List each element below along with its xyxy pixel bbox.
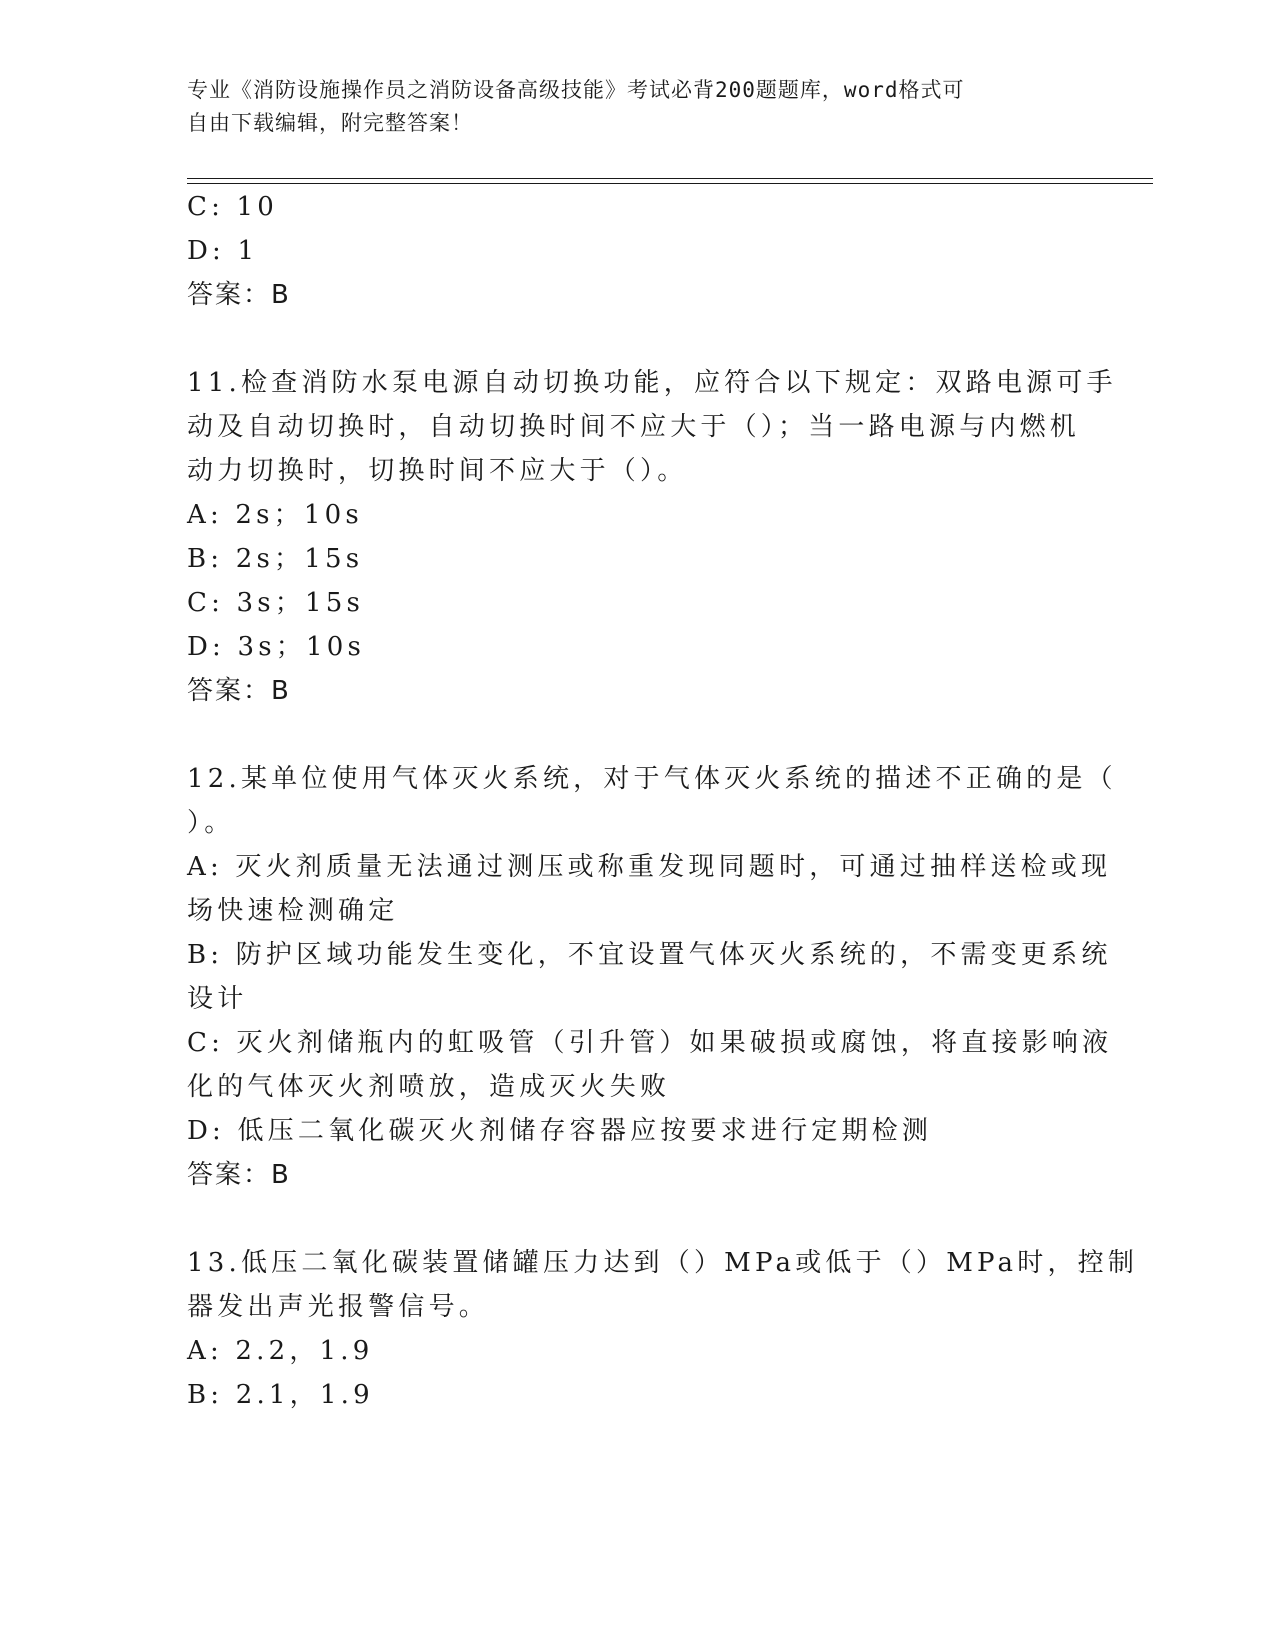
q13-option-b: B: 2.1，1.9: [187, 1380, 374, 1410]
document-header: [187, 74, 1067, 140]
q12-option-b-line-2: 设计: [187, 984, 248, 1014]
prev-option-d: D: 1: [187, 236, 259, 266]
prev-option-c: C: 10: [187, 192, 279, 222]
q12-answer: 答案：B: [187, 1160, 291, 1190]
q12-option-c-line-1: C: 灭火剂储瓶内的虹吸管（引升管）如果破损或腐蚀，将直接影响液: [187, 1028, 1113, 1058]
q12-stem-line-2: ）。: [187, 808, 235, 838]
q12-option-a-line-1: A: 灭火剂质量无法通过测压或称重发现同题时，可通过抽样送检或现: [187, 852, 1112, 882]
q13-option-a: A: 2.2，1.9: [187, 1336, 374, 1366]
q12-option-b-line-1: B: 防护区域功能发生变化，不宜设置气体灭火系统的，不需变更系统: [187, 940, 1112, 970]
q11-option-a: A: 2s；10s: [187, 500, 363, 530]
q11-stem-line-2: 动及自动切换时，自动切换时间不应大于（）；当一路电源与内燃机: [187, 412, 1081, 442]
header-line-1: 专业《消防设施操作员之消防设备高级技能》考试必背200题题库，word格式可: [187, 78, 965, 102]
q11-option-c: C: 3s；15s: [187, 588, 365, 618]
header-divider-bottom: [187, 183, 1153, 184]
q11-answer: 答案：B: [187, 676, 291, 706]
header-divider-top: [187, 178, 1153, 179]
q12-option-d: D: 低压二氧化碳灭火剂储存容器应按要求进行定期检测: [187, 1116, 933, 1146]
q13-stem-line-1: 13.低压二氧化碳装置储罐压力达到（）MPa或低于（）MPa时，控制: [187, 1248, 1139, 1278]
prev-answer: 答案：B: [187, 280, 291, 310]
q11-option-b: B: 2s；15s: [187, 544, 364, 574]
q12-option-c-line-2: 化的气体灭火剂喷放，造成灭火失败: [187, 1072, 671, 1102]
q11-option-d: D: 3s；10s: [187, 632, 365, 662]
header-line-2: 自由下载编辑，附完整答案！: [187, 111, 473, 135]
q11-stem-line-1: 11.检查消防水泵电源自动切换功能，应符合以下规定：双路电源可手: [187, 368, 1117, 398]
q12-option-a-line-2: 场快速检测确定: [187, 896, 399, 926]
q12-stem-line-1: 12.某单位使用气体灭火系统，对于气体灭火系统的描述不正确的是（: [187, 764, 1117, 794]
q11-stem-line-3: 动力切换时，切换时间不应大于（）。: [187, 456, 688, 486]
q13-stem-line-2: 器发出声光报警信号。: [187, 1292, 490, 1322]
